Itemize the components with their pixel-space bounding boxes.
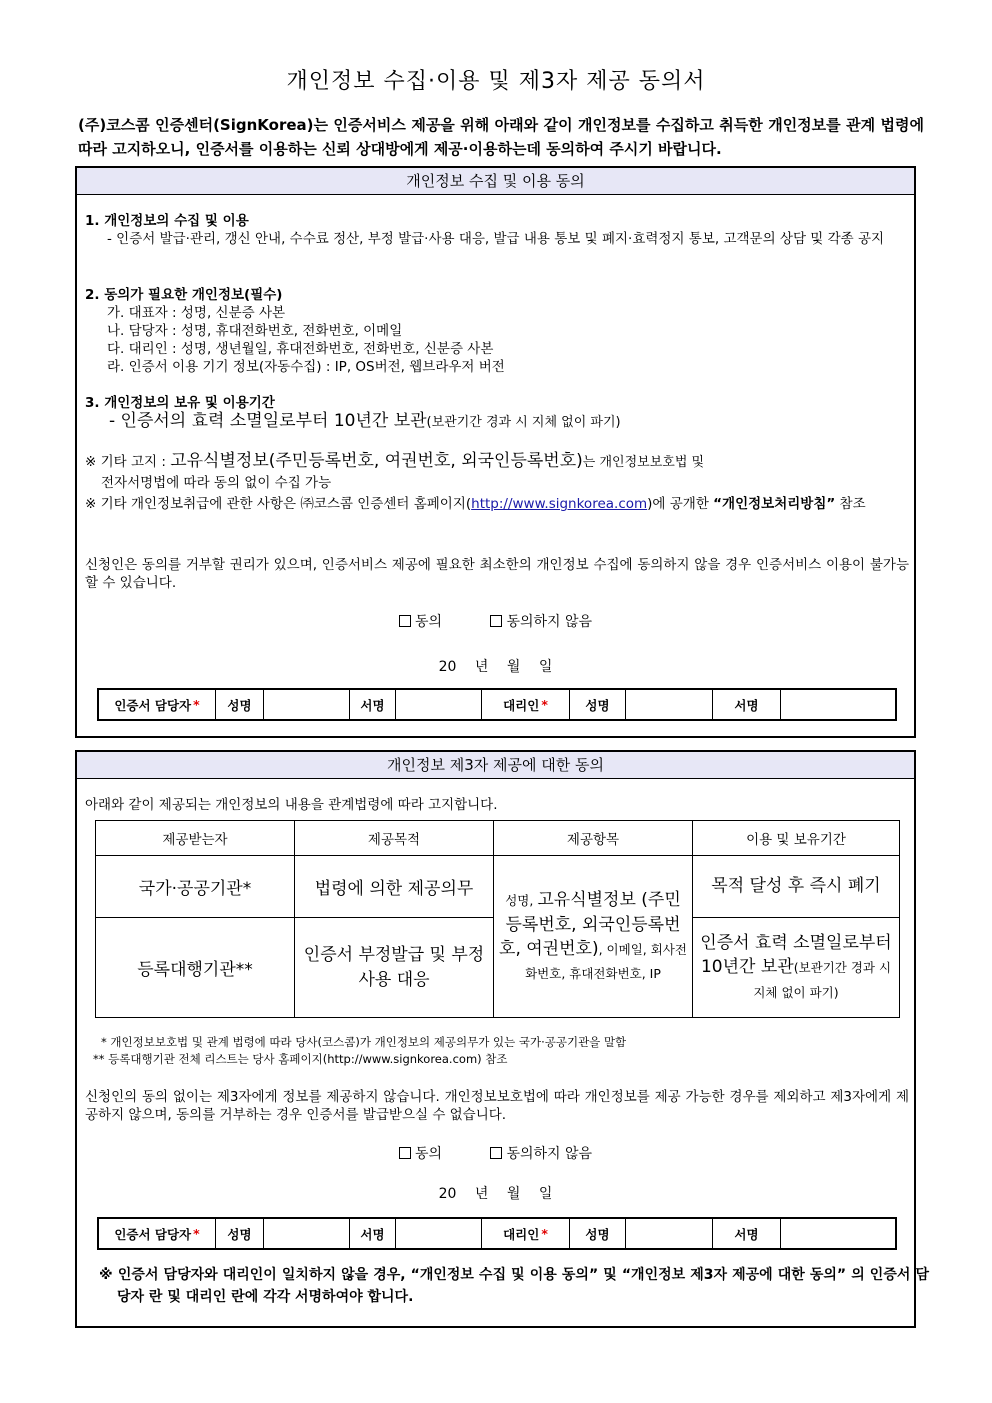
table-header-row bbox=[96, 821, 900, 856]
item2-title: 2. 동의가 필요한 개인정보(필수) bbox=[85, 287, 283, 303]
checkbox[interactable] bbox=[490, 615, 502, 627]
disagree-option[interactable] bbox=[490, 1143, 592, 1163]
agree-option[interactable] bbox=[399, 611, 442, 631]
agent-sign-field[interactable] bbox=[781, 690, 895, 719]
rights-notice-1: 신청인은 동의를 거부할 권리가 있으며, 인증서비스 제공에 필요한 최소한의 개인정보 수집에 동의하지 않을 경우 인증서비스 이용이 불가능할 수 있습니다. bbox=[85, 557, 909, 591]
provided-items bbox=[494, 856, 693, 1018]
sign-label: 서명 bbox=[713, 1219, 781, 1248]
homepage-link[interactable]: http://www.signkorea.com bbox=[471, 496, 648, 512]
consent-collection-box bbox=[75, 166, 916, 738]
agree-options-2 bbox=[77, 1143, 914, 1163]
disagree-option[interactable] bbox=[490, 611, 592, 631]
item2 bbox=[85, 286, 909, 376]
manager-name-field[interactable] bbox=[264, 1219, 350, 1248]
item2-line: 가. 대표자 : 성명, 신분증 사본 bbox=[107, 305, 286, 321]
manager-sign-field[interactable] bbox=[396, 690, 482, 719]
agent-label-text: 대리인 bbox=[503, 1226, 540, 1242]
required-mark: * bbox=[541, 697, 548, 712]
item3 bbox=[85, 394, 909, 432]
disagree-label: 동의하지 않음 bbox=[506, 1146, 593, 1162]
notice2 bbox=[85, 495, 909, 513]
row1-recipient: 국가·공공기관* bbox=[96, 856, 295, 918]
manager-name-field[interactable] bbox=[264, 690, 350, 719]
sign-label: 서명 bbox=[350, 1219, 396, 1248]
notice1-suffix: 는 개인정보보호법 및 bbox=[582, 455, 705, 470]
item1 bbox=[85, 212, 909, 248]
agree-label: 동의 bbox=[414, 614, 442, 630]
required-mark: * bbox=[193, 697, 200, 712]
notice1-line2: 전자서명법에 따라 동의 없이 수집 가능 bbox=[101, 475, 332, 491]
table-row bbox=[96, 856, 900, 918]
agree-label: 동의 bbox=[414, 1146, 442, 1162]
items-prefix: 성명, bbox=[505, 893, 538, 908]
provision-table bbox=[95, 820, 900, 1018]
notice2-mid: )에 공개한 bbox=[647, 496, 714, 512]
row1-period: 목적 달성 후 즉시 폐기 bbox=[693, 856, 900, 918]
item2-line: 다. 대리인 : 성명, 생년월일, 휴대전화번호, 전화번호, 신분증 사본 bbox=[107, 341, 494, 357]
name-label: 성명 bbox=[216, 690, 264, 719]
item3-retention-note: (보관기간 경과 시 지체 없이 파기) bbox=[426, 415, 621, 430]
row2-period bbox=[693, 918, 900, 1018]
manager-label bbox=[99, 1219, 216, 1248]
agree-options-1 bbox=[77, 611, 914, 631]
row2-period-main: 인증서 효력 소멸일로부터 10년간 보관 bbox=[700, 932, 892, 977]
required-mark: * bbox=[193, 1226, 200, 1241]
signature-row-2 bbox=[97, 1217, 897, 1250]
items-suffix: , 이메일, 회사전화번호, 휴대전화번호, IP bbox=[525, 942, 687, 981]
date-line-1: 20 년 월 일 bbox=[438, 659, 553, 675]
section2-header: 개인정보 제3자 제공에 대한 동의 bbox=[77, 752, 914, 779]
agent-name-field[interactable] bbox=[626, 1219, 713, 1248]
checkbox[interactable] bbox=[399, 1147, 411, 1159]
agent-sign-field[interactable] bbox=[781, 1219, 895, 1248]
row2-recipient: 등록대행기관** bbox=[96, 918, 295, 1018]
date-line-2: 20 년 월 일 bbox=[438, 1186, 553, 1202]
row1-purpose: 법령에 의한 제공의무 bbox=[295, 856, 494, 918]
agent-name-field[interactable] bbox=[626, 690, 713, 719]
name-label: 성명 bbox=[570, 690, 626, 719]
name-label: 성명 bbox=[570, 1219, 626, 1248]
item2-line: 라. 인증서 이용 기기 정보(자동수집) : IP, OS버전, 웹브라우저 버전 bbox=[107, 359, 505, 375]
row2-period-note: (보관기간 경과 시 지체 없이 파기) bbox=[753, 959, 892, 1000]
intro-paragraph: (주)코스콤 인증센터(SignKorea)는 인증서비스 제공을 위해 아래와 같이 개인정보를 수집하고 취득한 개인정보를 관계 법령에 따라 고지하오니, 인증서를 이용하는 신뢰 상대방에게 제공·이용하는데 동의하여 주시기 바랍니다. bbox=[78, 116, 924, 158]
name-label: 성명 bbox=[216, 1219, 264, 1248]
document-title: 개인정보 수집·이용 및 제3자 제공 동의서 bbox=[286, 69, 706, 94]
manager-label-text: 인증서 담당자 bbox=[114, 697, 192, 713]
third-party-box bbox=[75, 750, 929, 1328]
privacy-policy-ref: “개인정보처리방침” bbox=[713, 496, 836, 512]
sign-label: 서명 bbox=[350, 690, 396, 719]
item2-line: 나. 담당자 : 성명, 휴대전화번호, 전화번호, 이메일 bbox=[107, 323, 403, 339]
col-items: 제공항목 bbox=[494, 821, 693, 856]
agent-label bbox=[482, 690, 570, 719]
agent-label bbox=[482, 1219, 570, 1248]
col-purpose: 제공목적 bbox=[295, 821, 494, 856]
col-period: 이용 및 보유기간 bbox=[693, 821, 900, 856]
notice2-suffix: 참조 bbox=[835, 496, 866, 512]
notice1-prefix: ※ 기타 고지 : bbox=[85, 454, 171, 470]
notice-other bbox=[85, 452, 909, 513]
checkbox[interactable] bbox=[399, 615, 411, 627]
section2-lead: 아래와 같이 제공되는 개인정보의 내용을 관계법령에 따라 고지합니다. bbox=[85, 797, 498, 813]
signature-row-1 bbox=[97, 688, 897, 721]
agent-label-text: 대리인 bbox=[503, 697, 540, 713]
signature-footnote: ※ 인증서 담당자와 대리인이 일치하지 않을 경우, “개인정보 수집 및 이용 동의” 및 “개인정보 제3자 제공에 대한 동의” 의 인증서 담당자 란 및 대리인 란에 각각 서명하여야 합니다. bbox=[99, 1267, 929, 1305]
section1-header: 개인정보 수집 및 이용 동의 bbox=[77, 168, 914, 195]
manager-sign-field[interactable] bbox=[396, 1219, 482, 1248]
item1-title: 1. 개인정보의 수집 및 이용 bbox=[85, 213, 249, 229]
footnote-registration-agency: ** 등록대행기관 전체 리스트는 당사 홈페이지(http://www.signkorea.com) 참조 bbox=[93, 1052, 508, 1066]
row2-purpose: 인증서 부정발급 및 부정사용 대응 bbox=[295, 918, 494, 1018]
items-unique-id: 고유식별정보 (주민등록번호, 외국인등록번호, 여권번호) bbox=[499, 890, 681, 959]
manager-label bbox=[99, 690, 216, 719]
notice2-prefix: ※ 기타 개인정보취급에 관한 사항은 ㈜코스콤 인증센터 홈페이지( bbox=[85, 496, 472, 512]
col-recipient: 제공받는자 bbox=[96, 821, 295, 856]
checkbox[interactable] bbox=[490, 1147, 502, 1159]
sign-label: 서명 bbox=[713, 690, 781, 719]
disagree-label: 동의하지 않음 bbox=[506, 614, 593, 630]
manager-label-text: 인증서 담당자 bbox=[114, 1226, 192, 1242]
required-mark: * bbox=[541, 1226, 548, 1241]
item1-body: - 인증서 발급·관리, 갱신 안내, 수수료 정산, 부정 발급·사용 대응, 발급 내용 통보 및 폐지·효력정지 통보, 고객문의 상담 및 각종 공지 bbox=[107, 231, 885, 247]
agree-option[interactable] bbox=[399, 1143, 442, 1163]
rights-notice-2: 신청인의 동의 없이는 제3자에게 정보를 제공하지 않습니다. 개인정보보호법에 따라 개인정보를 제공 가능한 경우를 제외하고 제3자에게 제공하지 않으며, 동의를 거부하는 경우 인증서를 발급받으실 수 없습니다. bbox=[85, 1089, 909, 1123]
item3-title: 3. 개인정보의 보유 및 이용기간 bbox=[85, 395, 275, 411]
notice1-unique-id: 고유식별정보(주민등록번호, 여권번호, 외국인등록번호) bbox=[170, 451, 583, 471]
footnote-public-agency: * 개인정보보호법 및 관계 법령에 따라 당사(코스콤)가 개인정보의 제공의무가 있는 국가·공공기관을 말함 bbox=[101, 1035, 627, 1049]
item3-retention: - 인증서의 효력 소멸일로부터 10년간 보관 bbox=[109, 411, 427, 431]
